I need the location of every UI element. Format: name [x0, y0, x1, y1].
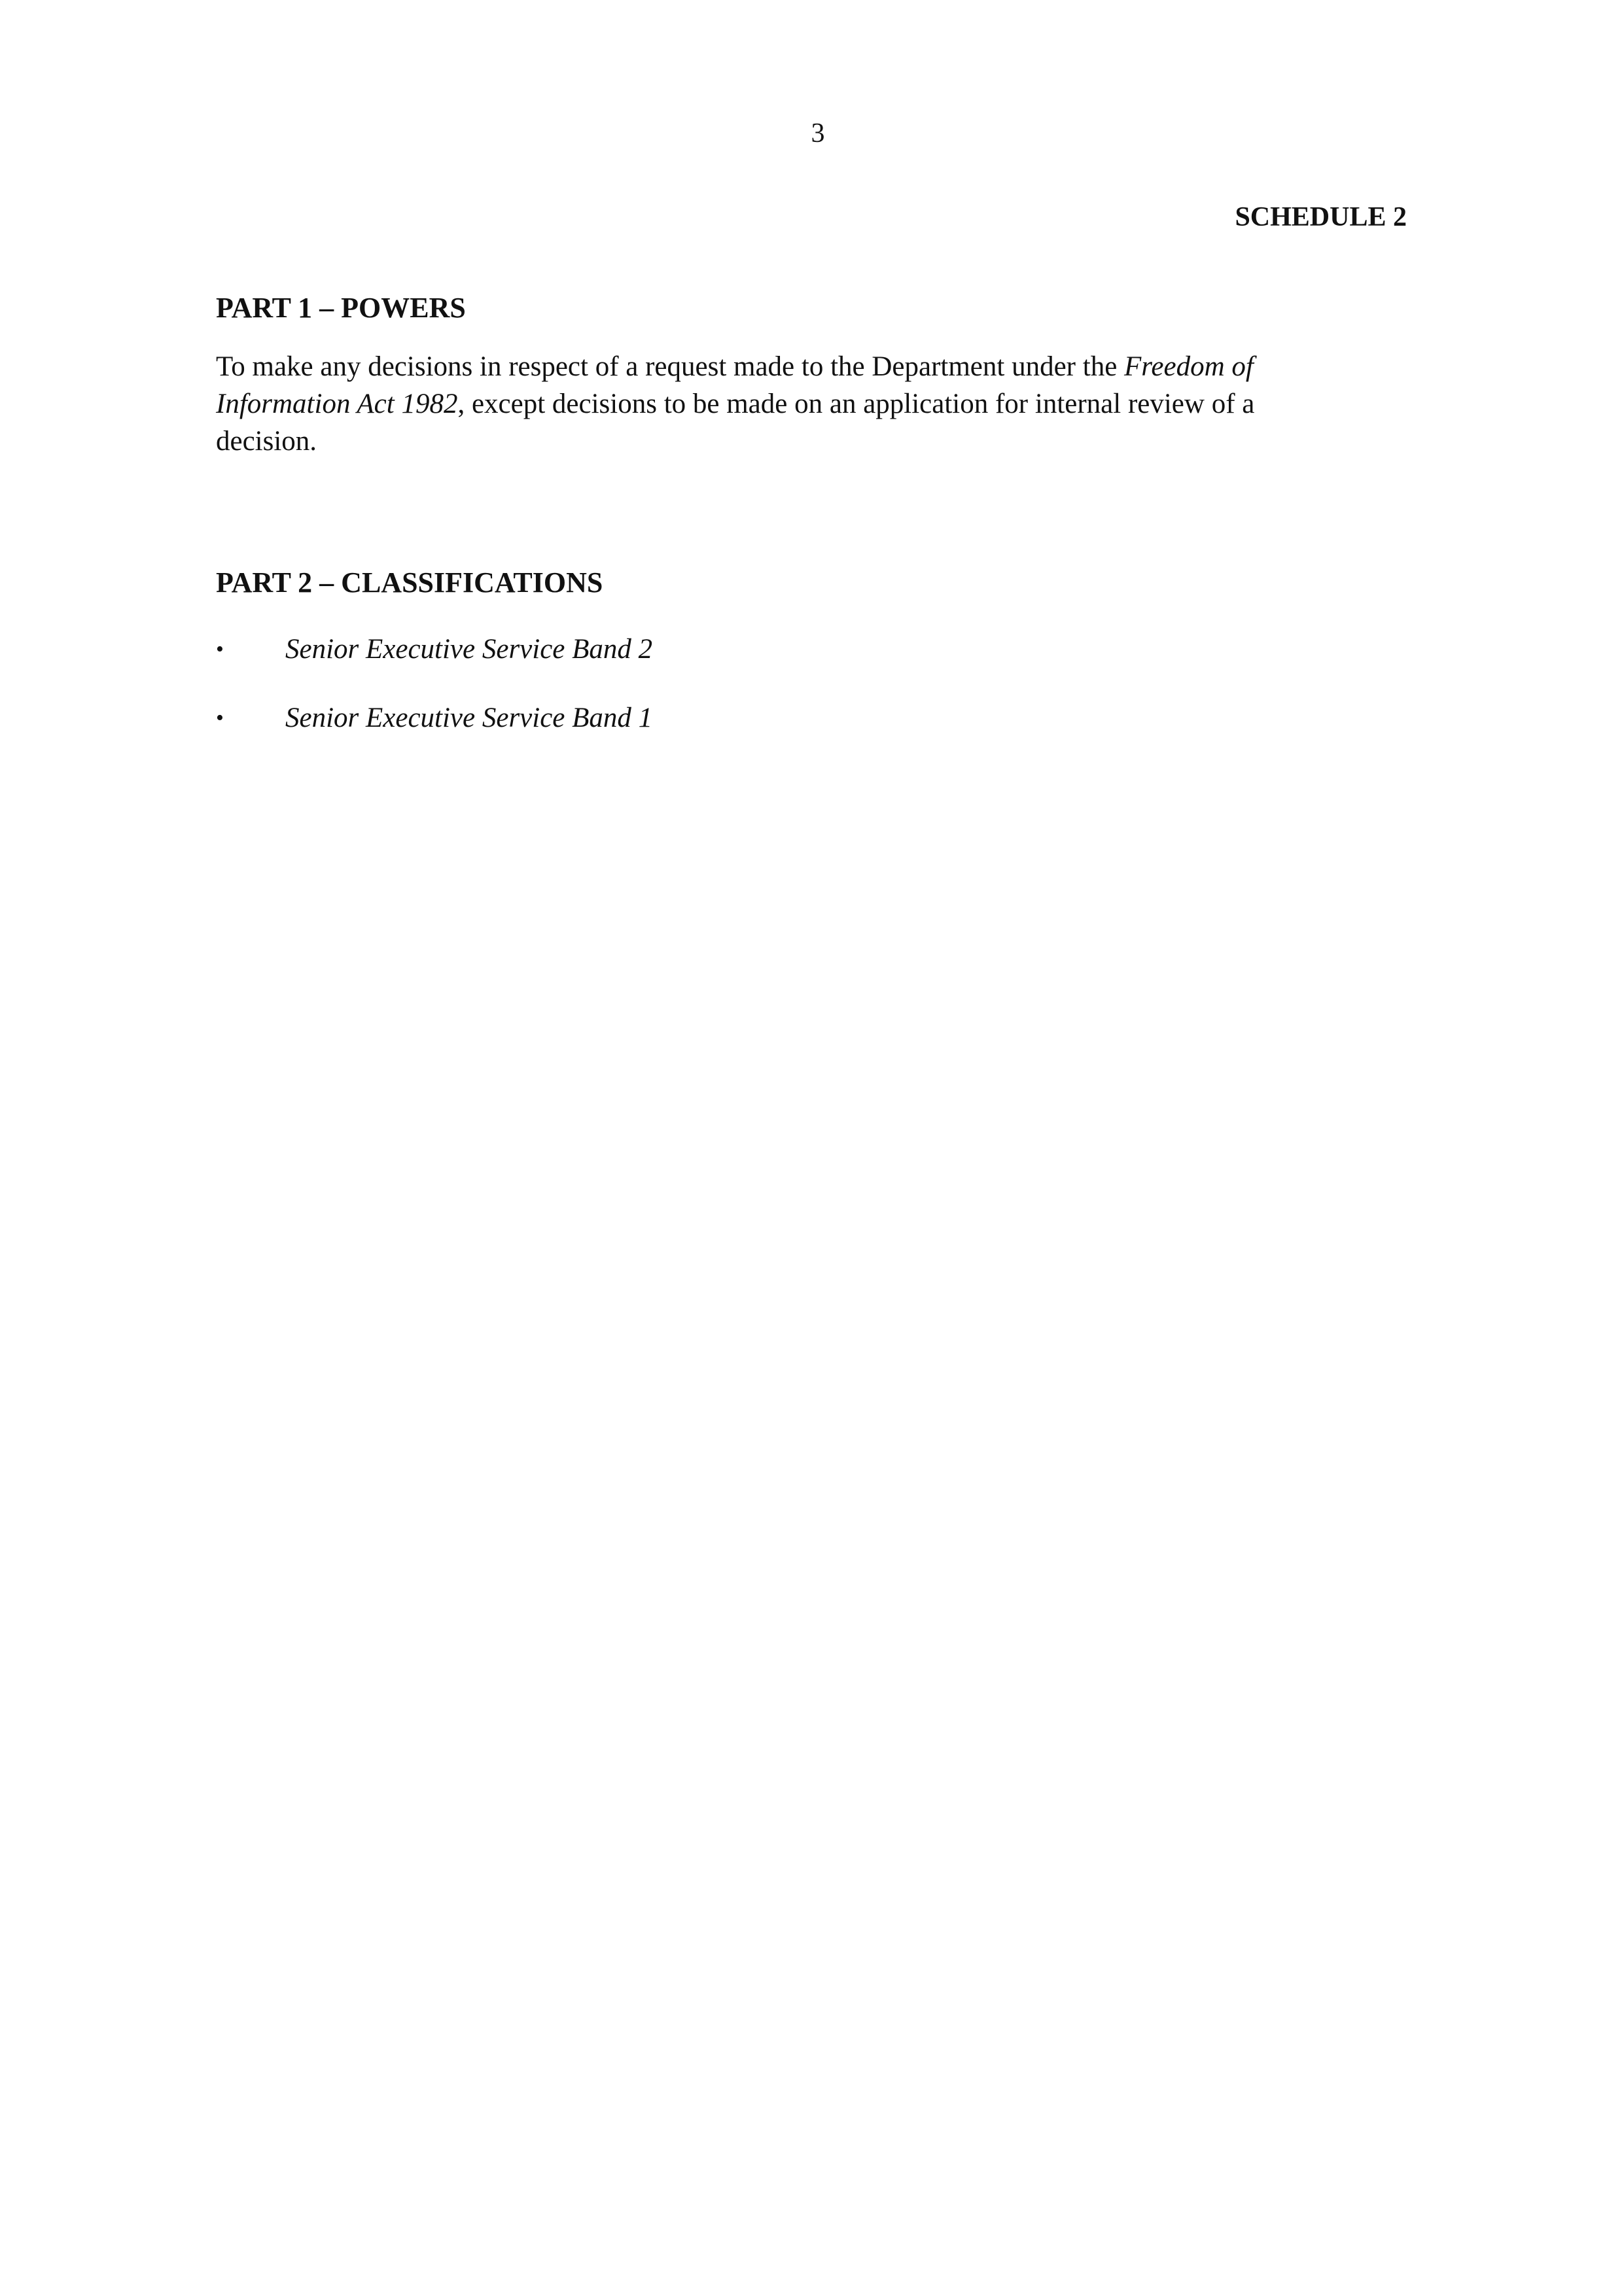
act-title: Freedom of Information Act 1982 — [216, 351, 1254, 419]
part2-heading: PART 2 – CLASSIFICATIONS — [216, 566, 603, 599]
list-item — [216, 631, 1132, 668]
bullet-icon: • — [216, 706, 224, 730]
classification-label: Senior Executive Service Band 1 — [285, 703, 653, 733]
list-item — [216, 699, 1132, 737]
part1-powers-text — [216, 348, 1341, 460]
part1-heading: PART 1 – POWERS — [216, 292, 466, 324]
schedule-label: SCHEDULE 2 — [1235, 202, 1407, 232]
part1-text-after: , except decisions to be made on an application for internal review of a decision. — [216, 389, 1255, 457]
classifications-list — [216, 631, 1132, 768]
bullet-icon: • — [216, 637, 224, 661]
classification-label: Senior Executive Service Band 2 — [285, 634, 653, 665]
part1-text-before: To make any decisions in respect of a request made to the Department under the — [216, 351, 1125, 382]
page-number: 3 — [811, 118, 825, 148]
